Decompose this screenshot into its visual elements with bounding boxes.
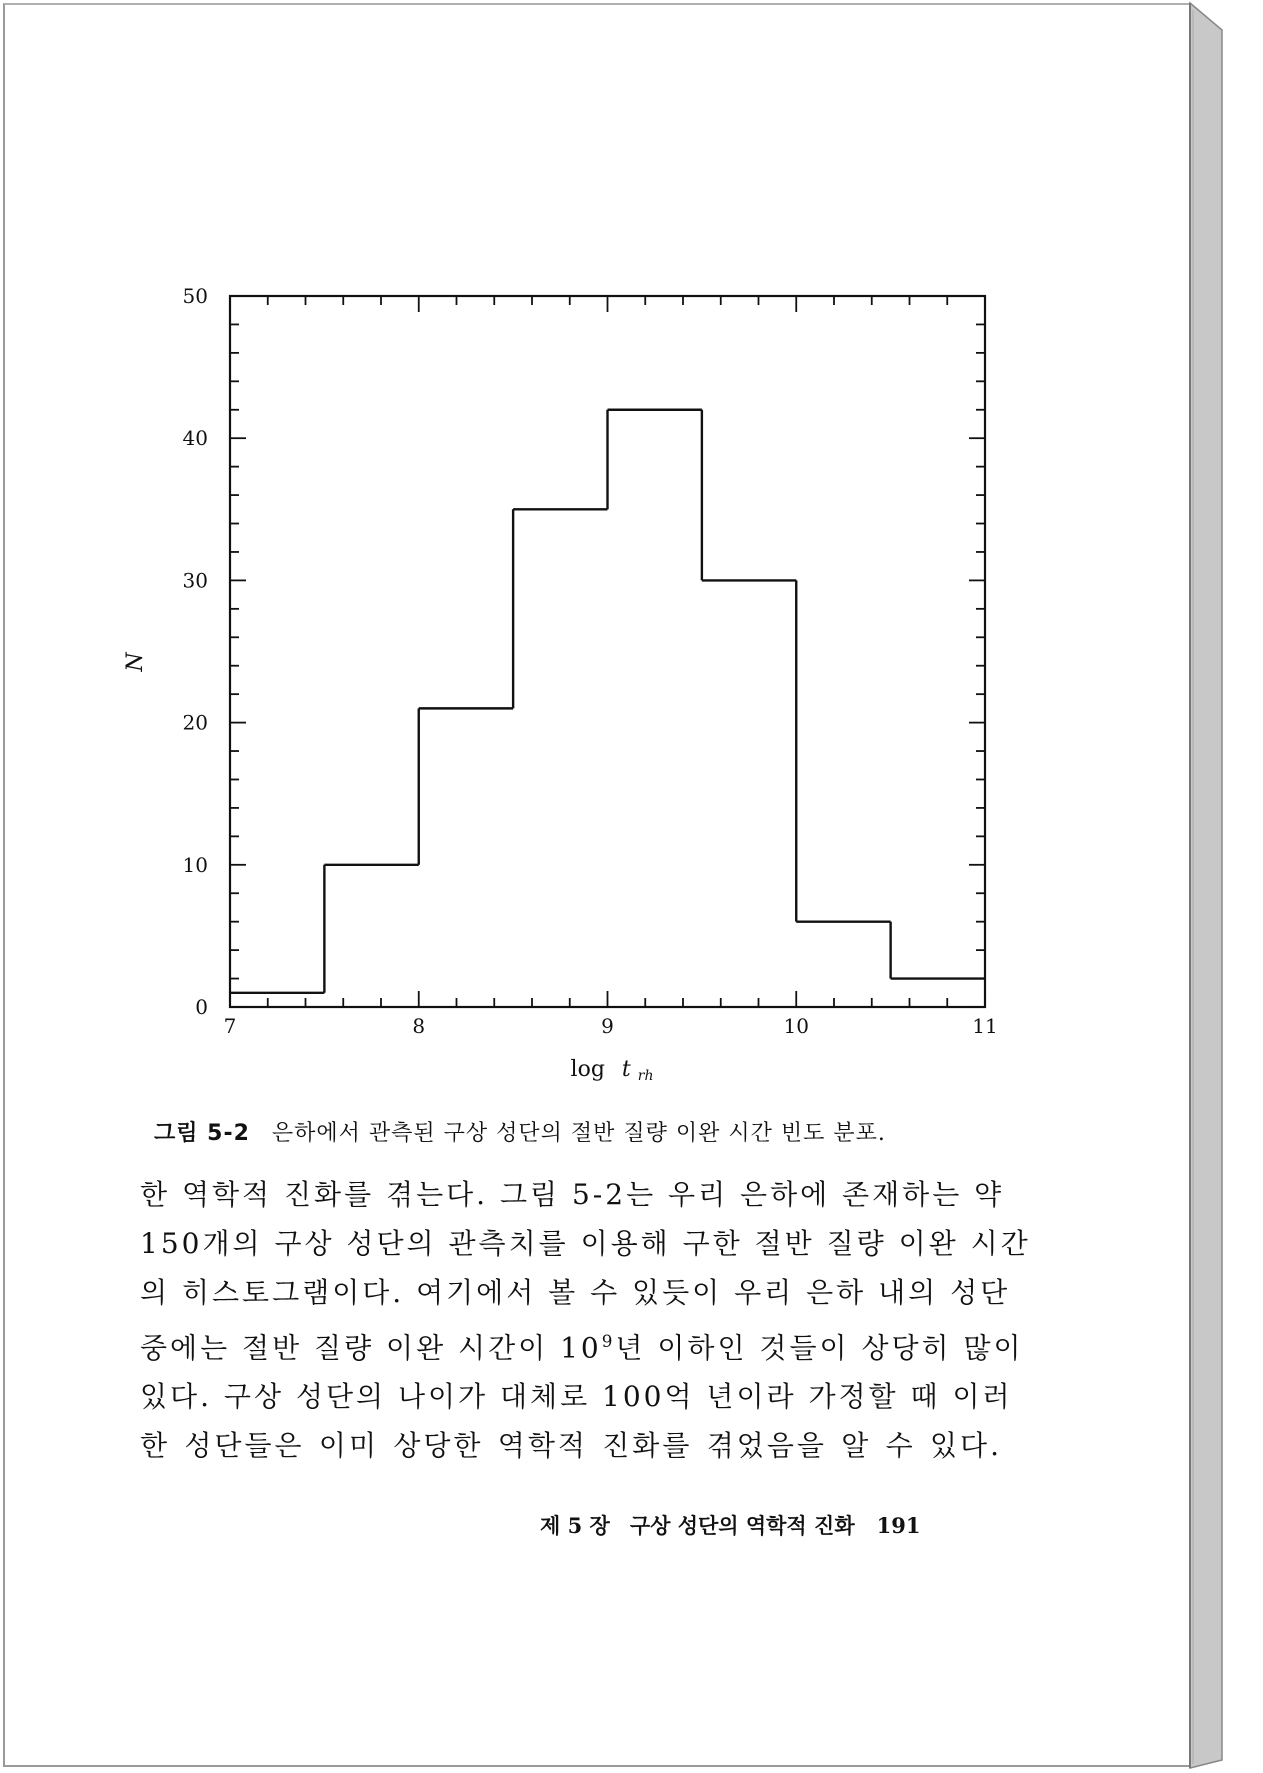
y-tick-label: 0 <box>195 995 208 1019</box>
figure-label: 그림 5-2 <box>154 1121 250 1146</box>
body-paragraph <box>140 1170 1031 1470</box>
body-line-3: 의 히스토그램이다. 여기에서 볼 수 있듯이 우리 은하 내의 성단 <box>140 1276 1011 1309</box>
x-tick-label: 7 <box>223 1014 237 1038</box>
body-line-4 <box>140 1317 1024 1372</box>
body-line-4-a: 중에는 절반 질량 이완 시간이 10 <box>140 1331 602 1365</box>
x-axis-label <box>571 1057 654 1084</box>
x-axis-label-sub: rh <box>637 1068 654 1084</box>
footer-chapter: 제 5 장 <box>540 1513 610 1538</box>
y-tick-label: 20 <box>182 710 208 735</box>
y-tick-label: 10 <box>182 852 208 877</box>
plot-frame <box>230 296 985 1007</box>
y-tick-label: 40 <box>182 426 208 451</box>
figure-caption <box>154 1116 886 1147</box>
body-line-5: 있다. 구상 성단의 나이가 대체로 100억 년이라 가정할 때 이러 <box>140 1380 1013 1414</box>
y-axis-label: N <box>123 652 148 672</box>
y-tick-label: 30 <box>182 568 208 593</box>
body-line-4-exponent: 9 <box>601 1331 616 1351</box>
x-tick-label: 8 <box>412 1014 426 1038</box>
x-tick-label: 11 <box>972 1014 998 1038</box>
chart-histogram-steps <box>230 410 985 993</box>
histogram-chart <box>110 270 1010 1100</box>
x-axis-label-log: log <box>570 1057 605 1082</box>
x-tick-label: 9 <box>601 1014 614 1038</box>
body-line-2: 150개의 구상 성단의 관측치를 이용해 구한 절반 질량 이완 시간 <box>140 1227 1031 1260</box>
chart-tick-labels <box>183 284 998 1038</box>
page-footer <box>540 1510 920 1540</box>
body-line-4-b: 년 이하인 것들이 상당히 많이 <box>615 1331 1024 1365</box>
y-tick-label: 50 <box>182 284 208 308</box>
page-number: 191 <box>876 1513 921 1538</box>
footer-title: 구상 성단의 역학적 진화 <box>629 1513 855 1538</box>
chart-frame <box>230 296 985 1007</box>
x-axis-label-var: t <box>621 1057 631 1082</box>
chart-ticks <box>230 296 985 1007</box>
body-line-6: 한 성단들은 이미 상당한 역학적 진화를 겪었음을 알 수 있다. <box>140 1429 1002 1463</box>
x-tick-label: 10 <box>783 1014 809 1038</box>
body-line-1: 한 역학적 진화를 겪는다. 그림 5-2는 우리 은하에 존재하는 약 <box>140 1178 1005 1211</box>
figure-caption-text: 은하에서 관측된 구상 성단의 절반 질량 이완 시간 빈도 분포. <box>271 1121 886 1146</box>
